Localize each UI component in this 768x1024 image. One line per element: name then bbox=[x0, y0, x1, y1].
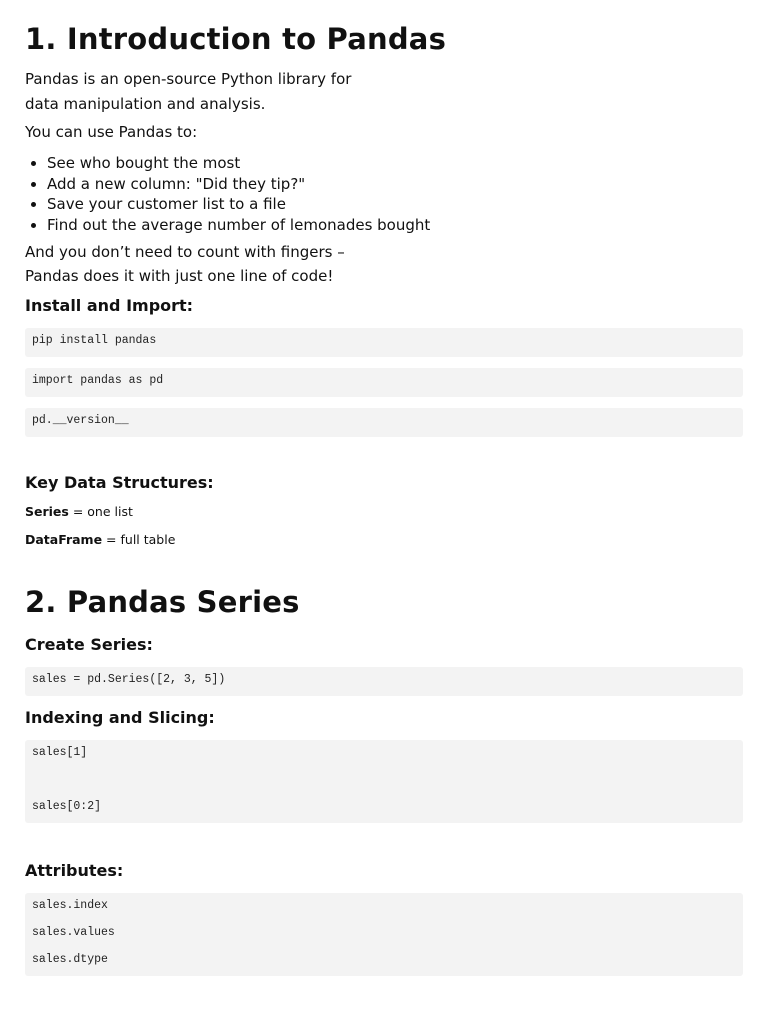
intro-line-2: data manipulation and analysis. bbox=[25, 95, 266, 113]
code-line: sales.dtype bbox=[32, 953, 108, 966]
code-block-create bbox=[25, 667, 743, 696]
section-1-title: 1. Introduction to Pandas bbox=[25, 22, 447, 56]
code-line: sales[1] bbox=[32, 746, 88, 759]
code-block-indexing bbox=[25, 740, 743, 823]
use-intro: You can use Pandas to: bbox=[25, 123, 198, 141]
code-block-install bbox=[25, 328, 743, 357]
code-block-import bbox=[25, 368, 743, 397]
code-block-version bbox=[25, 408, 743, 437]
closing-line-2: Pandas does it with just one line of code! bbox=[25, 267, 334, 285]
closing-line-1: And you don’t need to count with fingers – bbox=[25, 243, 345, 261]
series-term: Series bbox=[25, 504, 69, 519]
series-definition bbox=[25, 504, 133, 519]
section-2-title: 2. Pandas Series bbox=[25, 585, 300, 619]
list-item: • Save your customer list to a file bbox=[47, 194, 430, 215]
code-line: sales = pd.Series([2, 3, 5]) bbox=[32, 673, 226, 686]
code-line: pd.__version__ bbox=[32, 414, 129, 427]
structures-heading: Key Data Structures: bbox=[25, 473, 214, 492]
code-block-attributes bbox=[25, 893, 743, 976]
intro-line-1: Pandas is an open-source Python library for bbox=[25, 70, 352, 88]
create-heading: Create Series: bbox=[25, 635, 153, 654]
code-line: sales[0:2] bbox=[32, 800, 102, 813]
dataframe-definition bbox=[25, 532, 175, 547]
code-line: sales.values bbox=[32, 926, 115, 939]
uses-list bbox=[25, 153, 430, 236]
code-line: import pandas as pd bbox=[32, 374, 164, 387]
code-line: sales.index bbox=[32, 899, 108, 912]
dataframe-description: = full table bbox=[102, 532, 176, 547]
code-line: pip install pandas bbox=[32, 334, 157, 347]
install-heading: Install and Import: bbox=[25, 296, 194, 315]
list-item: • Add a new column: "Did they tip?" bbox=[47, 174, 430, 195]
dataframe-term: DataFrame bbox=[25, 532, 103, 547]
indexing-heading: Indexing and Slicing: bbox=[25, 708, 215, 727]
series-description: = one list bbox=[68, 504, 133, 519]
list-item: • Find out the average number of lemonades bought bbox=[47, 215, 430, 236]
attributes-heading: Attributes: bbox=[25, 861, 124, 880]
list-item: • See who bought the most bbox=[47, 153, 430, 174]
